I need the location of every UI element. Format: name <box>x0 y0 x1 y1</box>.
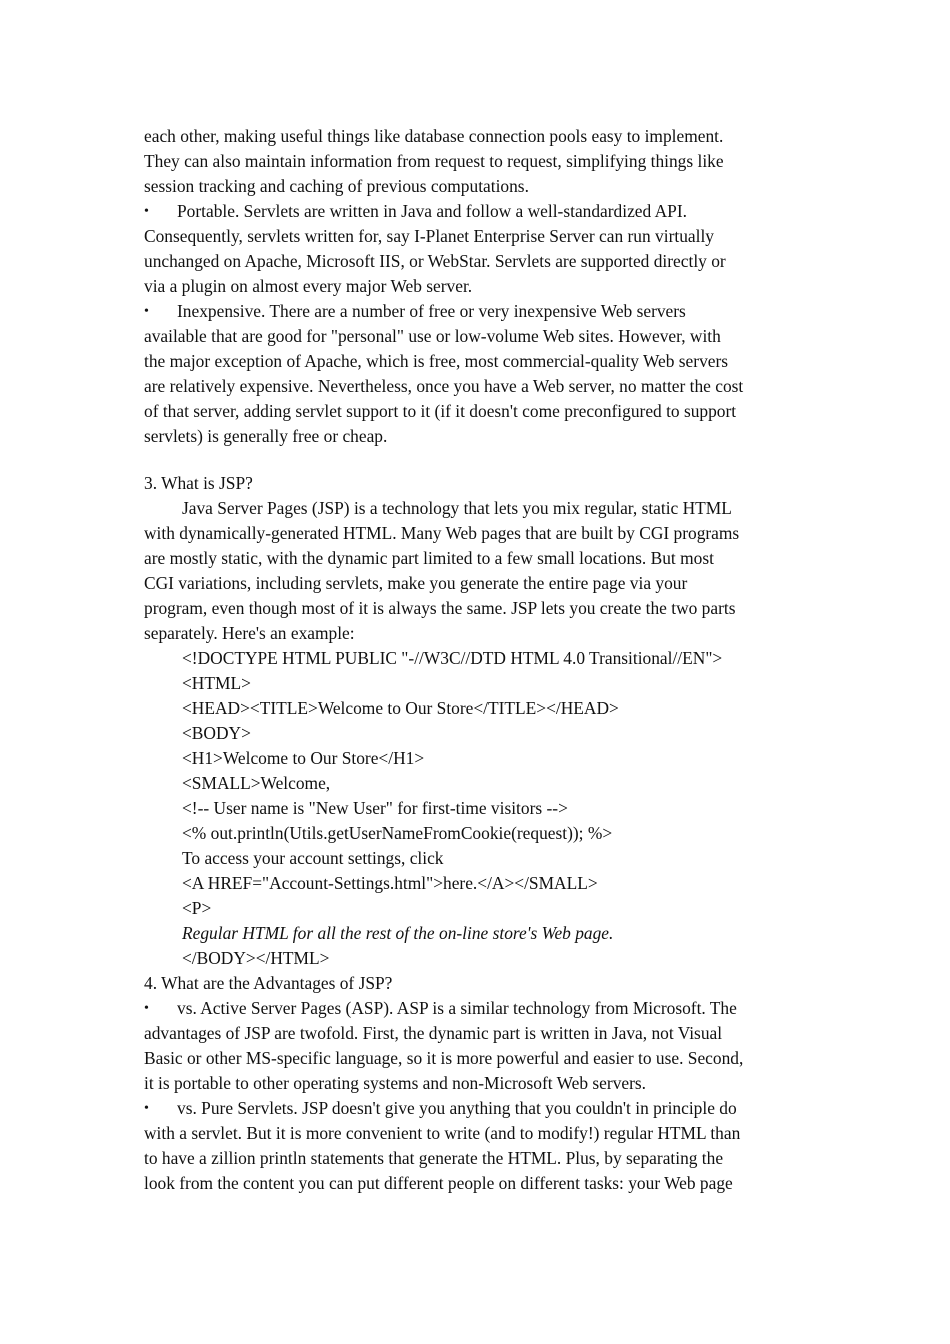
text-line: look from the content you can put different people on different tasks: your Web page <box>144 1173 733 1193</box>
code-line: </BODY></HTML> <box>182 948 330 968</box>
text-line: unchanged on Apache, Microsoft IIS, or WebStar. Servlets are supported directly or <box>144 251 726 271</box>
text-line: it is portable to other operating systems and non-Microsoft Web servers. <box>144 1073 647 1093</box>
code-line: To access your account settings, click <box>182 848 444 868</box>
text-line: to have a zillion println statements that generate the HTML. Plus, by separating the <box>144 1148 724 1168</box>
text-line: program, even though most of it is always the same. JSP lets you create the two parts <box>144 598 736 618</box>
bullet-portable <box>144 199 814 299</box>
text-line: session tracking and caching of previous computations. <box>144 176 529 196</box>
code-line: <HEAD><TITLE>Welcome to Our Store</TITLE></HEAD> <box>182 698 619 718</box>
bullet-icon: • <box>144 204 149 219</box>
text-line: are relatively expensive. Nevertheless, once you have a Web server, no matter the cost <box>144 376 744 396</box>
text-line: Basic or other MS-specific language, so it is more powerful and easier to use. Second, <box>144 1048 744 1068</box>
code-line: <P> <box>182 898 212 918</box>
text-line: vs. Pure Servlets. JSP doesn't give you anything that you couldn't in principle do <box>177 1098 737 1118</box>
document-page <box>144 124 814 1196</box>
bullet-icon: • <box>144 1001 149 1016</box>
code-line-italic: Regular HTML for all the rest of the on-line store's Web page. <box>182 923 614 943</box>
code-line: <BODY> <box>182 723 251 743</box>
code-line: <A HREF="Account-Settings.html">here.</A></SMALL> <box>182 873 598 893</box>
text-line: vs. Active Server Pages (ASP). ASP is a similar technology from Microsoft. The <box>177 998 737 1018</box>
text-line: Java Server Pages (JSP) is a technology that lets you mix regular, static HTML <box>182 498 732 518</box>
code-line: <!-- User name is "New User" for first-time visitors --> <box>182 798 568 818</box>
text-line: via a plugin on almost every major Web server. <box>144 276 473 296</box>
code-line: <!DOCTYPE HTML PUBLIC "-//W3C//DTD HTML 4.0 Transitional//EN"> <box>182 648 723 668</box>
bullet-icon: • <box>144 1101 149 1116</box>
bullet-inexpensive <box>144 299 814 449</box>
section-heading: 4. What are the Advantages of JSP? <box>144 973 393 993</box>
text-line: with dynamically-generated HTML. Many Web pages that are built by CGI programs <box>144 523 740 543</box>
section-advantages-of-jsp <box>144 971 814 1196</box>
paragraph-gap <box>144 449 814 471</box>
bullet-icon: • <box>144 304 149 319</box>
text-line: They can also maintain information from request to request, simplifying things like <box>144 151 724 171</box>
text-line: are mostly static, with the dynamic part limited to a few small locations. But most <box>144 548 714 568</box>
text-line: Consequently, servlets written for, say I-Planet Enterprise Server can run virtually <box>144 226 714 246</box>
section-heading: 3. What is JSP? <box>144 473 253 493</box>
text-line: Portable. Servlets are written in Java and follow a well-standardized API. <box>177 201 687 221</box>
bullet-vs-asp <box>144 996 814 1096</box>
text-line: with a servlet. But it is more convenient to write (and to modify!) regular HTML than <box>144 1123 741 1143</box>
intro-paragraph <box>144 124 814 199</box>
text-line: CGI variations, including servlets, make you generate the entire page via your <box>144 573 688 593</box>
bullet-vs-servlets <box>144 1096 814 1196</box>
text-line: separately. Here's an example: <box>144 623 355 643</box>
text-line: available that are good for "personal" use or low-volume Web sites. However, with <box>144 326 721 346</box>
code-line: <% out.println(Utils.getUserNameFromCookie(request)); %> <box>182 823 613 843</box>
text-line: Inexpensive. There are a number of free or very inexpensive Web servers <box>177 301 686 321</box>
section-what-is-jsp <box>144 471 814 971</box>
code-line: <SMALL>Welcome, <box>182 773 331 793</box>
text-line: of that server, adding servlet support to it (if it doesn't come preconfigured to support <box>144 401 737 421</box>
text-line: the major exception of Apache, which is free, most commercial-quality Web servers <box>144 351 729 371</box>
text-line: each other, making useful things like database connection pools easy to implement. <box>144 126 724 146</box>
text-line: servlets) is generally free or cheap. <box>144 426 388 446</box>
text-line: advantages of JSP are twofold. First, the dynamic part is written in Java, not Visual <box>144 1023 723 1043</box>
code-line: <H1>Welcome to Our Store</H1> <box>182 748 425 768</box>
code-example <box>144 646 814 971</box>
code-line: <HTML> <box>182 673 251 693</box>
